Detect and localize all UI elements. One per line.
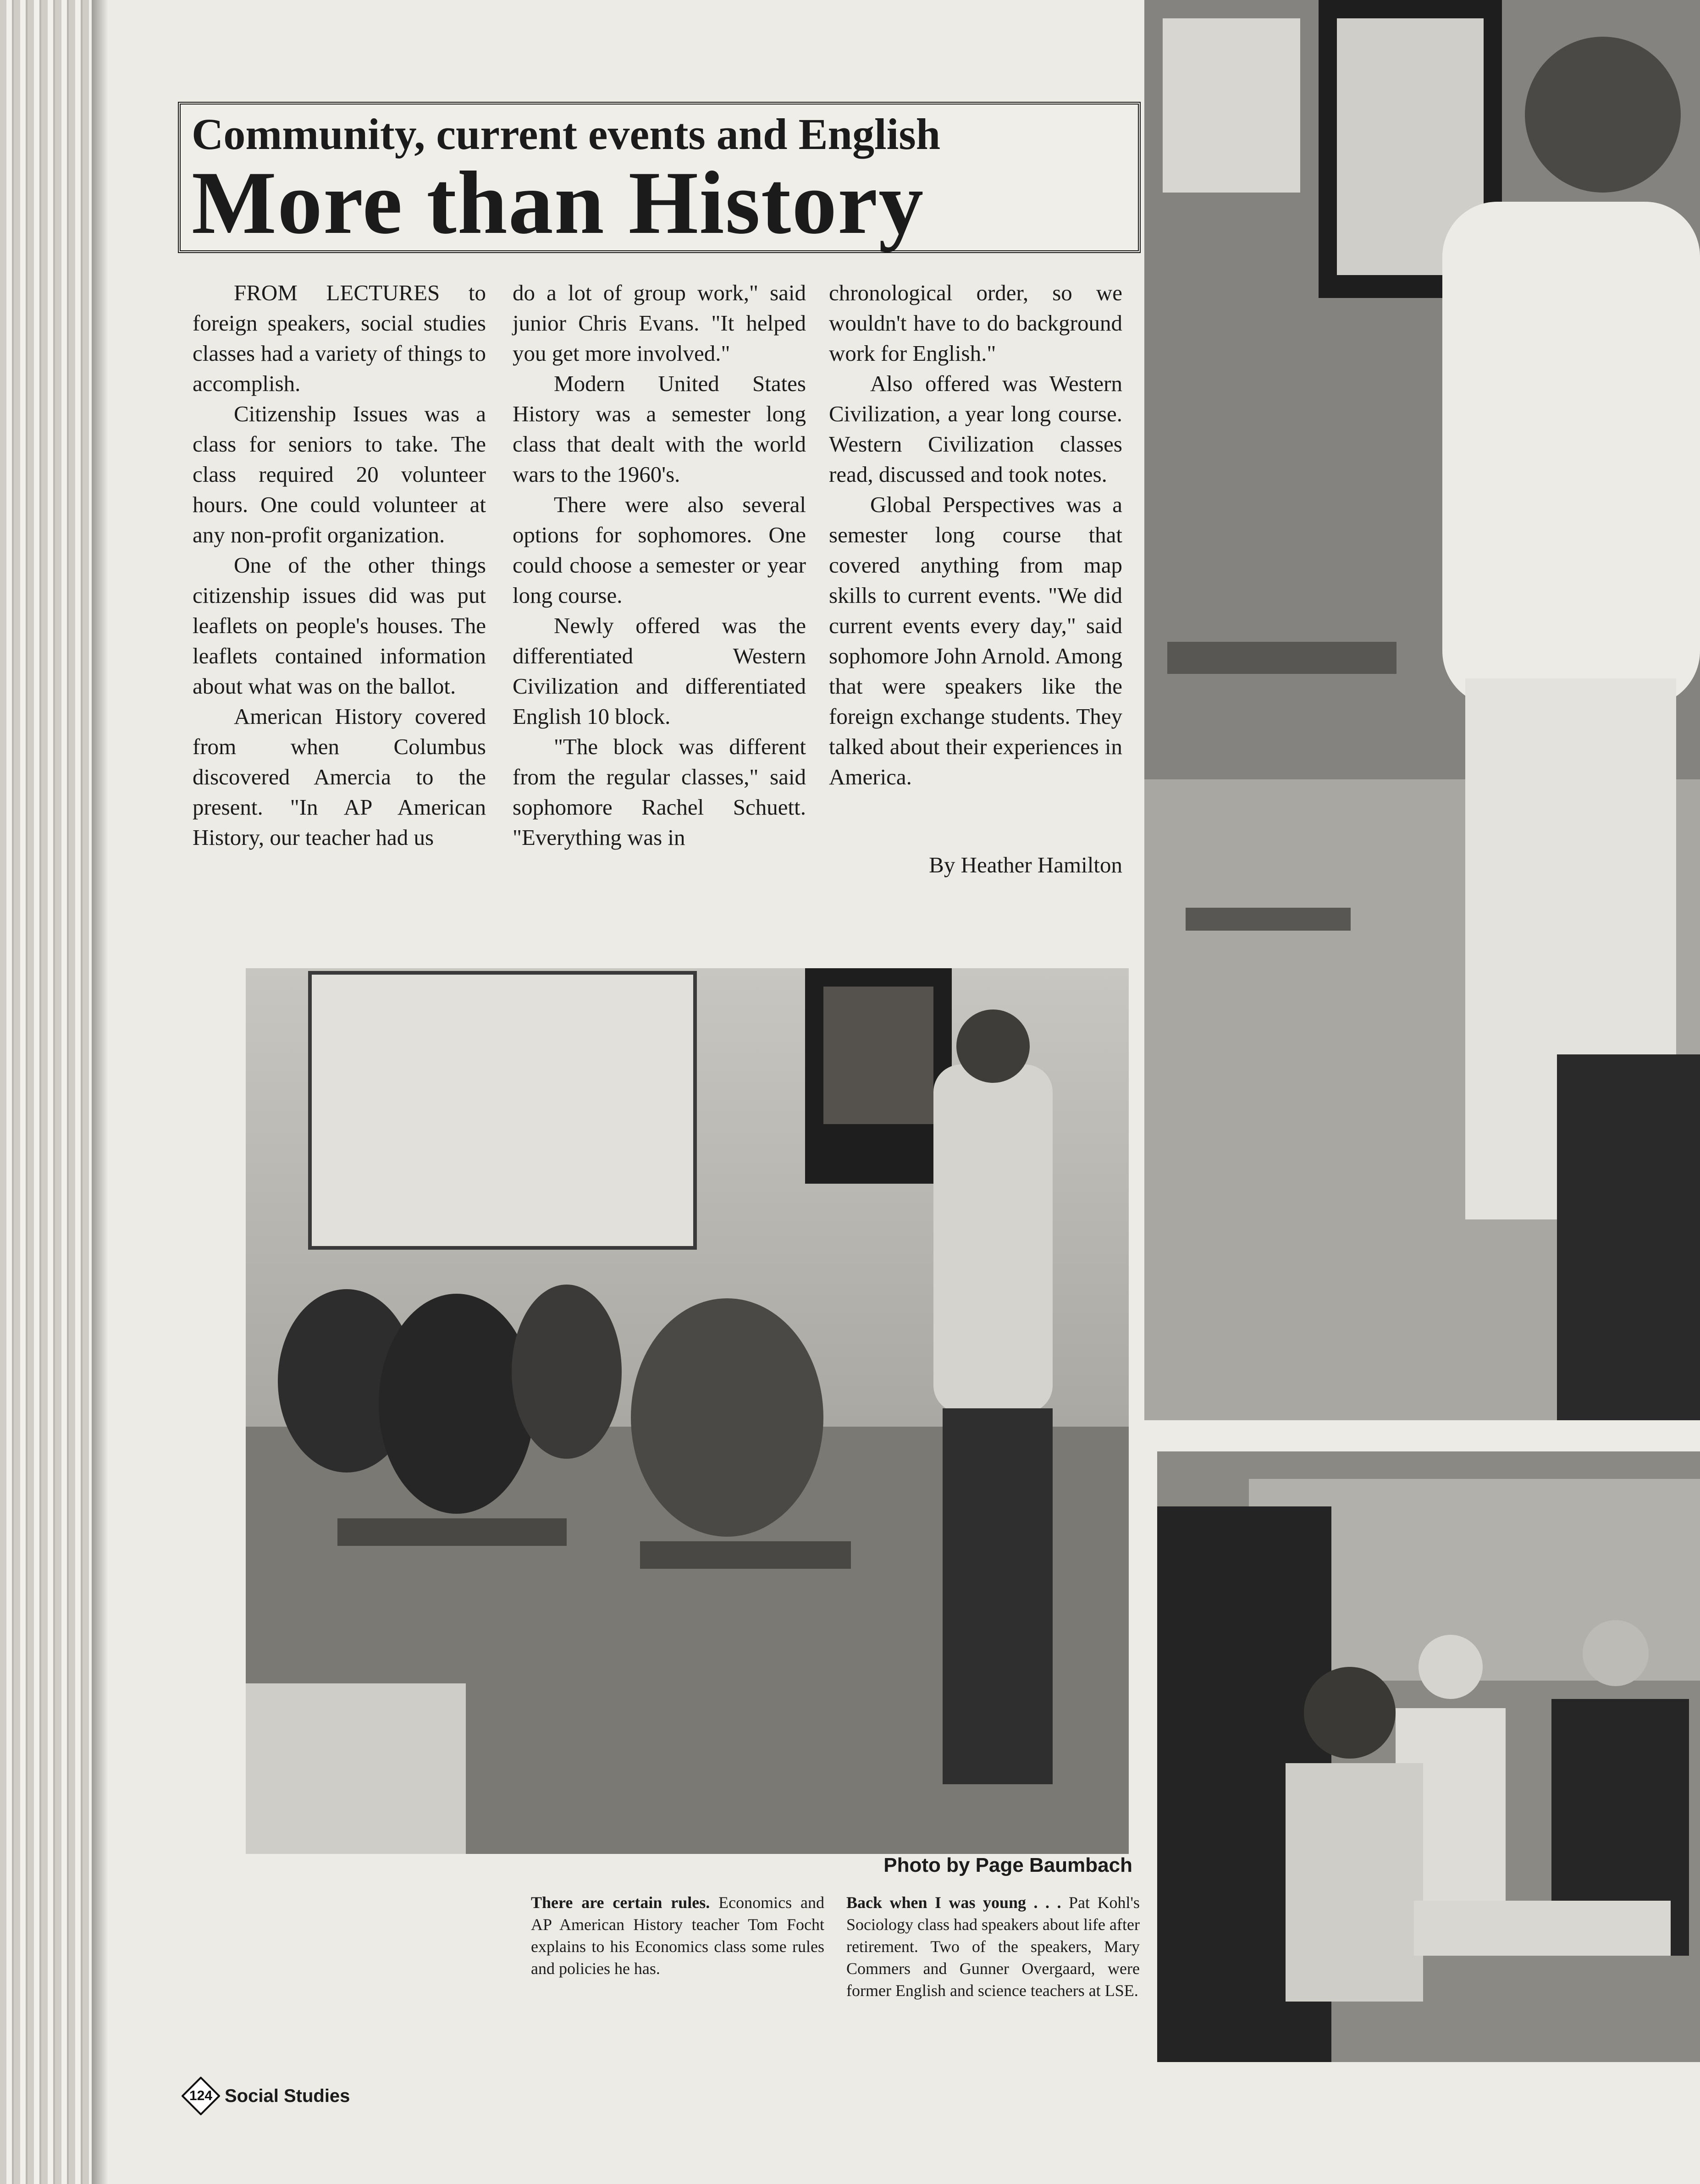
section-label: Social Studies	[225, 2085, 350, 2106]
paragraph: FROM LECTURES to foreign speakers, social studies classes had a variety of things to accomplish.	[193, 280, 486, 396]
article-column-3	[829, 278, 1122, 792]
paragraph: Newly offered was the differentiated Western Civilization and differentiated English 10 block.	[513, 613, 806, 729]
paragraph: "The block was different from the regular classes," said sophomore Rachel Schuett. "Everything was in	[513, 734, 806, 850]
caption-right	[846, 1892, 1140, 2002]
caption-left	[531, 1892, 824, 1980]
paragraph: chronological order, so we wouldn't have to do background work for English."	[829, 280, 1122, 366]
caption-lead: There are certain rules.	[531, 1893, 710, 1912]
paragraph: Modern United States History was a semester long class that dealt with the world wars to the 1960's.	[513, 371, 806, 487]
paragraph: American History covered from when Columbus discovered Amercia to the present. "In AP American History, our teacher had us	[193, 704, 486, 850]
paragraph: There were also several options for sophomores. One could choose a semester or year long course.	[513, 492, 806, 608]
byline: By Heather Hamilton	[929, 852, 1122, 877]
headline-box	[178, 102, 1141, 253]
headline: More than History	[192, 153, 925, 253]
gutter-shadow	[92, 0, 108, 2184]
page-folio	[182, 2068, 350, 2123]
page-number-diamond	[182, 2077, 220, 2115]
photo-credit: Photo by Page Baumbach	[883, 1854, 1132, 1876]
speakers-photo	[1157, 1451, 1700, 2062]
article-column-2	[513, 278, 806, 853]
page-edge-stack	[0, 0, 92, 2184]
caption-body: Pat Kohl's Sociology class had speakers about life after retirement. Two of the speakers, Mary Commers and Gunner Overgaard, were former English and science teachers at LSE.	[846, 1893, 1140, 2000]
paragraph: Also offered was Western Civilization, a year long course. Western Civilization classes read, discussed and took notes.	[829, 371, 1122, 487]
kicker: Community, current events and English	[192, 110, 941, 159]
page-number: 124	[189, 2088, 213, 2103]
article-column-1	[193, 278, 486, 853]
classroom-photo	[246, 968, 1129, 1854]
caption-lead: Back when I was young . . .	[846, 1893, 1061, 1912]
paragraph: do a lot of group work," said junior Chris Evans. "It helped you get more involved."	[513, 280, 806, 366]
paragraph: Global Perspectives was a semester long course that covered anything from map skills to current events. "We did current events every day," said sophomore John Arnold. Among that were speakers like the foreign exchange students. They talked about their experiences in America.	[829, 492, 1122, 789]
teacher-photo	[1144, 0, 1700, 1420]
paragraph: One of the other things citizenship issues did was put leaflets on people's houses. The leaflets contained information about what was on the ballot.	[193, 552, 486, 699]
caption-body: Economics and AP American History teacher Tom Focht explains to his Economics class some rules and policies he has.	[531, 1893, 825, 1978]
paragraph: Citizenship Issues was a class for seniors to take. The class required 20 volunteer hours. One could volunteer at any non-profit organization.	[193, 401, 486, 547]
